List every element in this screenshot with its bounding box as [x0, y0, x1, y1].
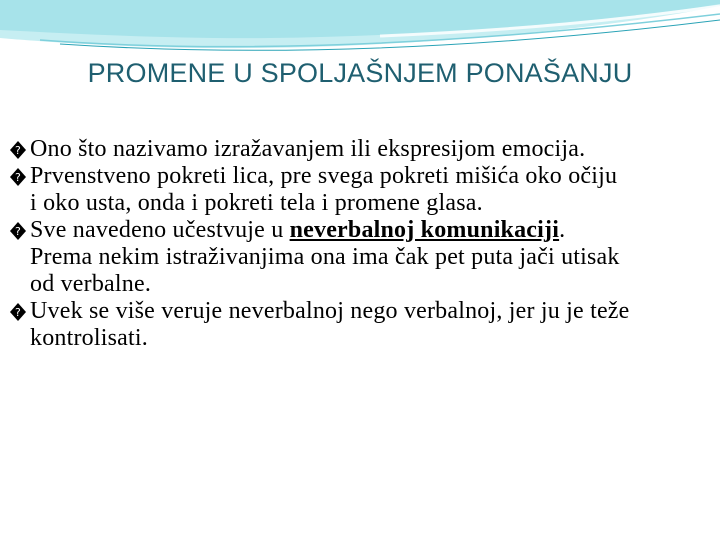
- bullet-text-before: Sve navedeno učestvuje u: [30, 217, 290, 243]
- bullet-text: Uvek se više veruje neverbalnoj nego verbalnoj, jer ju je teže kontrolisati.: [30, 298, 630, 351]
- replacement-char-icon: [10, 222, 26, 240]
- bullet-item: [10, 163, 630, 217]
- slide-title: PROMENE U SPOLJAŠNJEM PONAŠANJU: [87, 58, 633, 88]
- svg-text:?: ?: [14, 171, 22, 184]
- bullet-item: [10, 136, 630, 163]
- bullet-text-after: . Prema nekim istraživanjima ona ima čak pet puta jači utisak od verbalne.: [30, 217, 620, 297]
- replacement-char-icon: [10, 141, 26, 159]
- bullet-text: Ono što nazivamo izražavanjem ili ekspresijom emocija.: [30, 136, 586, 162]
- bullet-list: [10, 136, 630, 352]
- svg-text:?: ?: [14, 225, 22, 238]
- emphasized-term: neverbalnoj komunikaciji: [289, 217, 560, 243]
- bullet-item: [10, 298, 630, 352]
- replacement-char-icon: [10, 168, 26, 186]
- svg-text:?: ?: [14, 144, 22, 157]
- svg-text:?: ?: [14, 306, 22, 319]
- bullet-item: [10, 217, 630, 298]
- bullet-text: Prvenstveno pokreti lica, pre svega pokreti mišića oko očiju i oko usta, onda i pokreti tela i promene glasa.: [30, 163, 618, 216]
- replacement-char-icon: [10, 303, 26, 321]
